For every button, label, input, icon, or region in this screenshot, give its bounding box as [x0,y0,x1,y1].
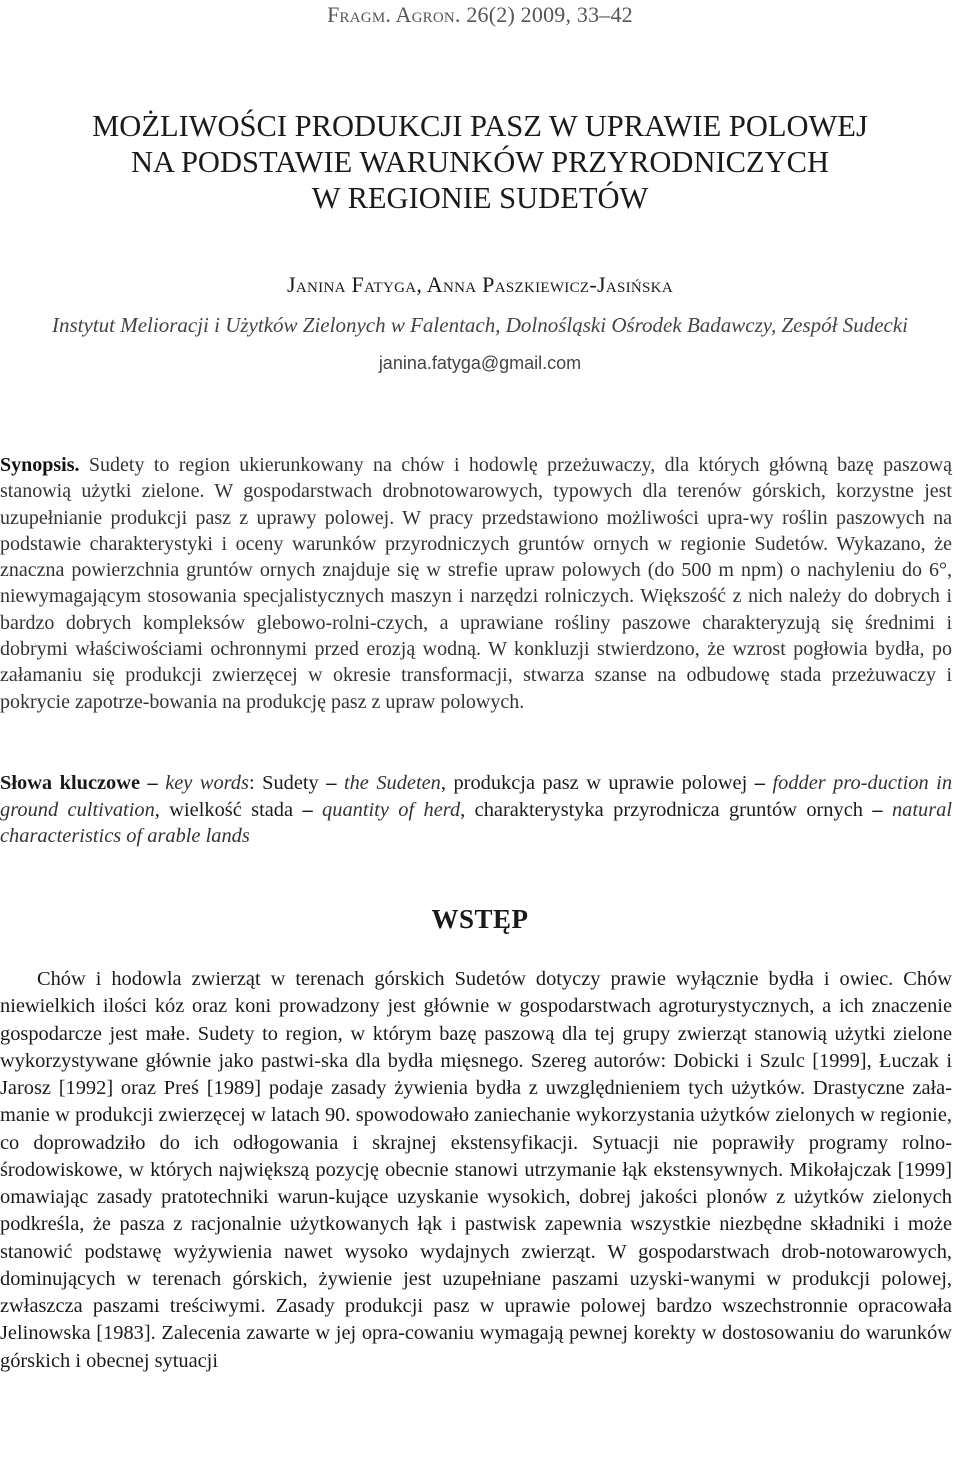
journal-header: Fragm. Agron. 26(2) 2009, 33–42 [327,2,633,27]
article-title [0,108,960,216]
title-line: MOŻLIWOŚCI PRODUKCJI PASZ W UPRAWIE POLOWEJ [92,109,868,143]
abstract-text: Sudety to region ukierunkowany na chów i hodowlę przeżuwaczy, dla których główną bazę paszową stanowią użytki zielone. W gospodarstwach drobnotowarowych, typowych dla terenów górskich, korzystne jest uzupełnianie produkcji pasz z uprawy polowej. W pracy przedstawiono możliwości upra-wy roślin paszowych na podstawie charakterystyki i oceny warunków przyrodniczych gruntów ornych w regionie Sudetów. Wykazano, że znaczna powierzchnia gruntów ornych znajduje się w strefie upraw polowych (do 500 m npm) o nachyleniu do 6°, niewymagającym stosowania specjalistycznych maszyn i narzędzi rolniczych. Większość z nich należy do dobrych i bardzo dobrych kompleksów glebowo-rolni-czych, a uprawiane rośliny paszowe charakteryzują się średnimi i dobrymi właściwościami ochronnymi przed erozją wodną. W konkluzji stwierdzono, że wzrost pogłowia bydła, po załamaniu się produkcji zwierzęcej w okresie transformacji, stwarza szanse na odbudowę stada przeżuwaczy i pokrycie zapotrze-bowania na produkcję pasz z upraw polowych. [0,454,953,713]
keyword-en: quantity of herd [322,798,461,821]
keywords: Słowa kluczowe – key words: Sudety – the Sudeten, produkcja pasz w uprawie polowej – fodder pro-duction in ground cultivation, wielkość stada – quantity of herd, charakterystyka przyrodnicza gruntów ornych – natural characteristics of arable lands [0,772,953,847]
title-line: W REGIONIE SUDETÓW [311,181,649,215]
title-line: NA PODSTAWIE WARUNKÓW PRZYRODNICZYCH [130,145,830,179]
section-heading: WSTĘP [431,904,529,934]
keyword-pl: charakterystyka przyrodnicza gruntów ornych [474,798,863,821]
abstract-label: Synopsis. [0,454,80,476]
keyword-en: fodder pro-duction in ground cultivation [0,772,953,821]
keyword-en: the Sudeten [343,772,441,794]
authors: Janina Fatyga, Anna Paszkiewicz-Jasińska [287,272,673,297]
keyword-pl: wielkość stada [169,798,294,821]
keyword-pl: Sudety [262,772,319,794]
email-link[interactable]: janina.fatyga@gmail.com [378,353,582,373]
body-paragraph: Chów i hodowla zwierząt w terenach górskich Sudetów dotyczy prawie wyłącznie bydła i owiec. Chów niewielkich ilości kóz oraz koni prowadzony jest głównie w gospodarstwach agroturystycznych, a ich znaczenie gospodarcze jest małe. Sudety to region, w którym bazę paszową dla tej grupy zwierząt stanowią użytki zielone wykorzystywane głównie jako pastwi-ska dla bydła mięsnego. Szereg autorów: Dobicki i Szulc [1999], Łuczak i Jarosz [1992] oraz Preś [1989] podaje zasady żywienia bydła z uwzględnieniem tych użytków. Drastyczne zała-manie w produkcji zwierzęcej w latach 90. spowodowało zaniechanie wykorzystania użytków zielonych w regionie, co doprowadziło do ich odłogowania i skrajnej ekstensyfikacji. Sytuacji nie poprawiły programy rolno-środowiskowe, w których największą pozycję obecnie stanowi utrzymanie łąk ekstensywnych. Mikołajczak [1999] omawiając zasady pratotechniki warun-kujące uzyskanie wysokich, dobrej jakości plonów z użytków zielonych podkreśla, że pasza z racjonalnie użytkowanych łąk i pastwisk zapewnia wszystkie niezbędne składniki i może stanowić podstawę wyżywienia nawet wysoko wydajnych zwierząt. W gospodarstwach drob-notowarowych, dominujących w terenach górskich, żywienie jest uzupełniane paszami uzyski-wanymi w produkcji polowej, zwłaszcza paszami treściwymi. Zasady produkcji pasz w uprawie polowej bardzo wszechstronnie opracowała Jelinowska [1983]. Zalecenia zawarte w jej opra-cowaniu wymagają pewnej korekty w dostosowaniu do warunków górskich i obecnej sytuacji [0,968,952,1372]
keywords-label-en: key words [165,772,249,794]
affiliation: Instytut Melioracji i Użytków Zielonych w Falentach, Dolnośląski Ośrodek Badawczy, Zespół Sudecki [52,313,908,337]
keyword-en: natural characteristics of arable lands [0,798,952,847]
abstract [0,452,952,715]
keywords-label: Słowa kluczowe [0,772,141,794]
keyword-pl: produkcja pasz w uprawie polowej [453,772,748,794]
